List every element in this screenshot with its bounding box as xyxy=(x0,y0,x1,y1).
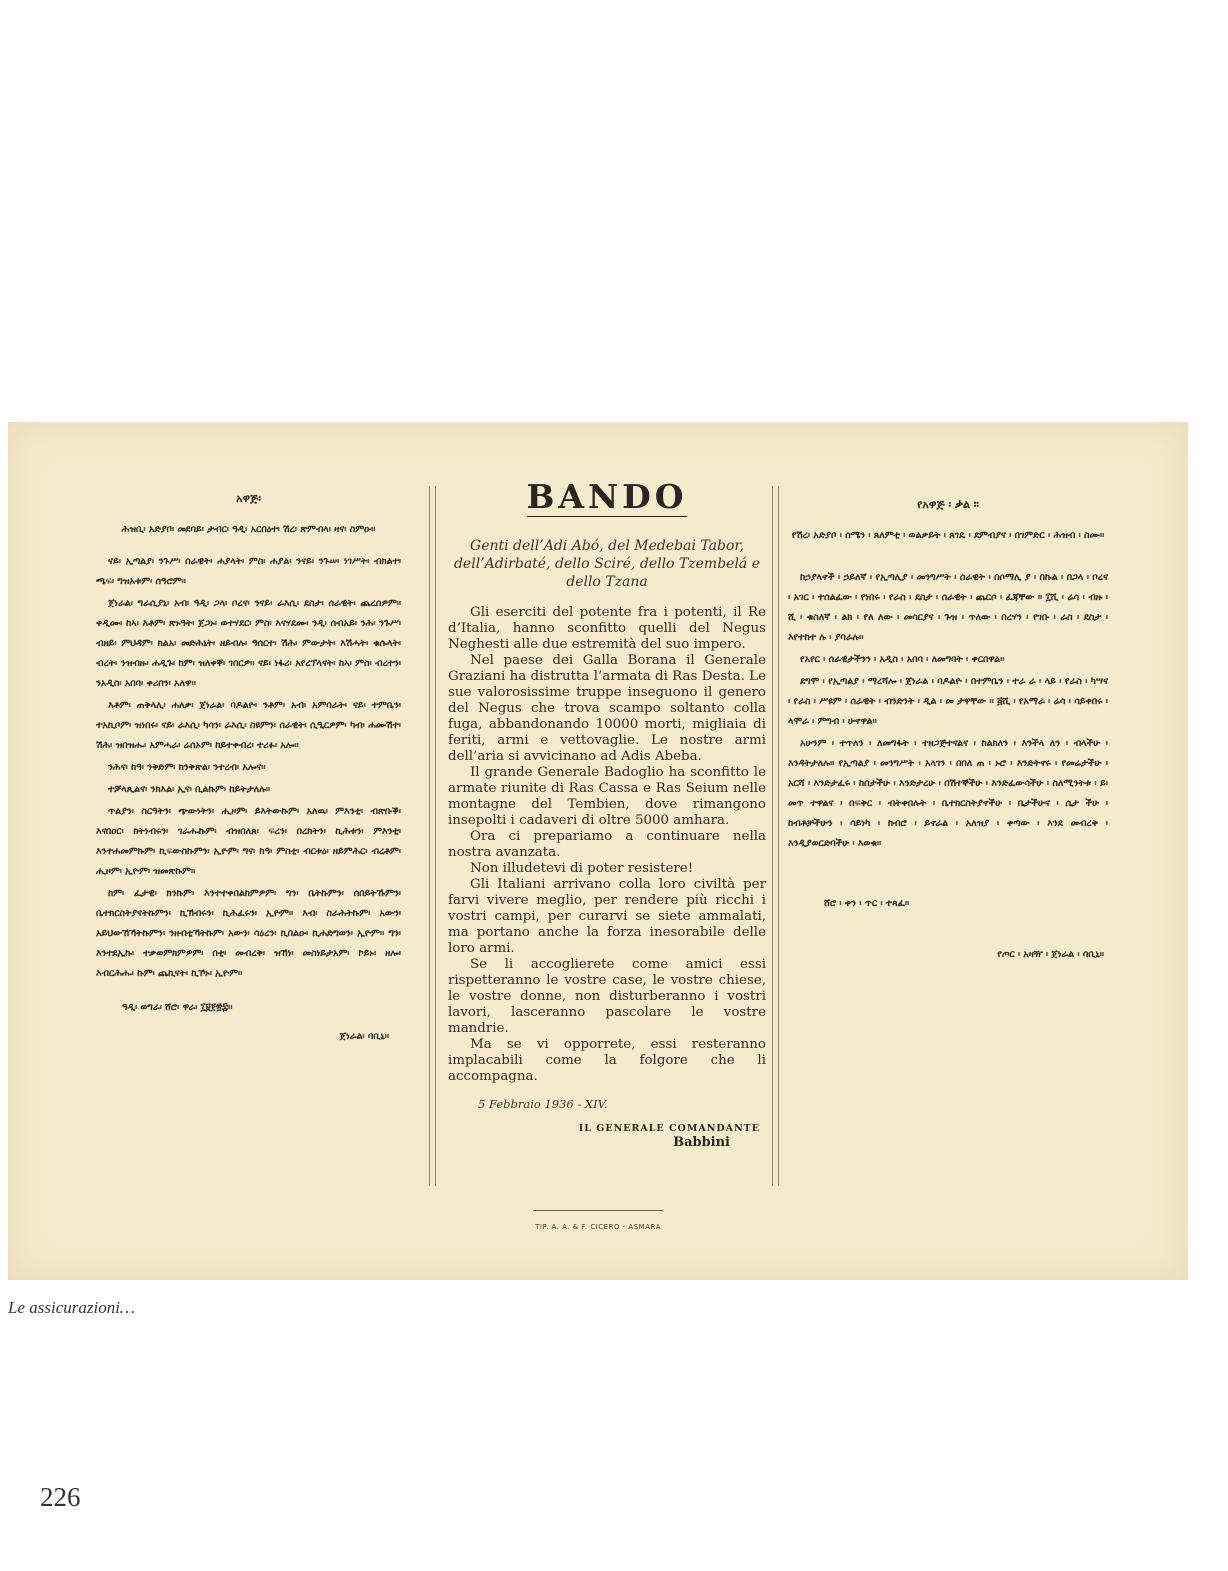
column-divider-left xyxy=(429,486,436,1186)
right-signature: የጦር ፡ አዛዥ ፡ ጀነራል ፡ ባቢኒ። xyxy=(997,949,1104,960)
bando-paragraph: Ma se vi opporrete, essi resteranno implacabili come la folgore che li accompagna. xyxy=(448,1037,766,1084)
page-number: 226 xyxy=(40,1482,81,1512)
right-paragraph: አሁንም ፡ ተጥለን ፡ ለመግፋት ፡ ተዘጋጅተናልና ፡ ከልክለን ፡ እንችላ ለን ፡ ብላችሁ ፡ እንዳትታለሉ። የኢጣልያ ፡ መንግሥት ፡ አላገን ፡ በበለ ጠ ፡ ኑሮ ፡ እንድትኖሩ ፡ የመሬታችሁ ፡ አርሻ ፡ እንድታፈሩ ፡ ከበታችሁ ፡ እንድታረሁ ፡ በሽተኞችሁ ፡ እንድፈውሳችሁ ፡ ስለሚንትቱ ፡ ይ፡ መጥ ተዋልና ፡ በፍቅር ፡ ብትቀበሉት ፡ ቤተክርስትያኖችሁ ፡ ቤታችሁና ፡ ሴታ ችሁ ፡ ከብቶቻችሁን ፡ ሳይነካ ፡ ከብሮ ፡ ይኖራል ፡ አለዝያ ፡ ቀጣው ፡ እንደ መብረቅ ፡ እንዲያወርድባችሁ ፡ እወቁ። xyxy=(788,738,1108,849)
left-paragraph: ናይ፡ ኢጣልያ፡ ንጉሥ፡ ሰራዊት፡ ሐያላት፡ ምስ፡ ሐያል፡ ንናይ፡ ንጉሠ፡ ነገሥት፡ ብክልተ፡ ጫፍ፡ ግዝአቱም፡ ሰዓሮም። xyxy=(96,556,401,587)
column-divider-right xyxy=(772,486,779,1186)
left-paragraph: ከም፡ ፈታዊ፡ ክንኩም፡ እንተተቀበልክምዎም፡ ግን፡ ቤትኩምን፡ ሰበይትኹምን፡ ቤተክርስትያናትኩምን፡ ኪኽብሩን፡ ኪሕፈሩን፡ ኢዮም። እብ፡ ስራሕትኩም፡ አውን፡ አይህውኸኻትኩምን፡ ንዘብቲኻትኩም፡ አውን፡ ሳዕረን፡ ኪበልዑ፡ ኪሐድግወን፡ ኢዮም። ግን፡ እንተደኢኩ፡ ተቃወምክምዎም፡ በቲ፡ መብረቅ፡ ዝኸነ፡ መስነይታአም፡ ኮይኑ፡ ዘሎ፡ እብርሕሑ፡ ኩም፡ ጨኪናት፡ ኪኾኑ፡ ኢዮም። xyxy=(96,888,401,979)
bando-paragraph: Nel paese dei Galla Borana il Generale Graziani ha distrutta l’armata di Ras Desta. Le sue valorosissime truppe inseguono il genero del Negus che trova scampo soltanto colla fuga, abbandonando 10000 morti, migliaia di feriti, armi e vettovaglie. Le nostre armi dell’aria si avvicinano ad Adis Abeba. xyxy=(448,653,766,764)
printer-imprint xyxy=(8,1210,1188,1233)
title-underline xyxy=(527,516,687,517)
bando-poster xyxy=(8,422,1188,1280)
right-date: ሸሮ ፡ ቀን ፡ ጥር ፡ ተጻፈ። xyxy=(824,898,910,909)
bando-paragraph: Il grande Generale Badoglio ha sconfitto le armate riunite di Ras Cassa e Ras Seium nelle montagne del Tembien, dove rimangono insepolti i cadaveri di oltre 5000 amhara. xyxy=(448,765,766,828)
right-paragraph: የአየር ፡ ሰራዊታችንን ፡ አዲስ ፡ አበባ ፡ ለመግባት ፡ ቀርበዋል። xyxy=(800,654,1005,665)
right-paragraph: ደግሞ ፡ የኢጣልያ ፡ ማረሻሎ ፡ ጀነራል ፡ ባዶልዮ ፡ በተምቤን ፡ ተራ ራ ፡ ላይ ፡ የራስ ፡ ካሣና ፡ የራስ ፡ ሥዩም ፡ ሰራዊት ፡ ብንድንት ፡ ዲል ፡ መ ታዋቸው ። ፭ሺ ፡ የአማራ ፡ ሬሳ ፡ ሳይቀበሩ ፡ ላሞራ ፡ ምግብ ፡ ሁኖዋል። xyxy=(788,676,1108,727)
left-address: ሕዝቢ፡ አድያቦ፡ መደባይ፡ ታብር፡ ዓዲ፡ አርበዕተ፡ ሽረ፡ ጽምብላ፡ ዛና፡ ስምዑ። xyxy=(121,524,376,535)
printer-text: TIP. A. A. & F. CICERO - ASMARA xyxy=(535,1223,661,1231)
left-paragraph: ጀነራል፡ ግራሲያኒ፡ አብ፡ ዓዲ፡ ጋላ፡ ቦረና፡ ንናይ፡ ራእሲ፡ ደስታ፡ ሰራዊት፡ ጨረሰዎም። ቀዲሙ፡ ከኣ፡ እቶም፡ ጽኑዓት፡ ጀጋኑ፡ ወተሃደር፡ ምስ፡ እናሃደሙ፡ ንዲ፡ ሰብአይ፡ ንሕ፡ ንጉሥ፡ ብዘይ፡ ምህዳም፡ ክልአ፡ መድሕኒት፡ ዘይብሉ፡ ዓሰርተ፡ ሽሕ፡ ምውታት፡ እሽሓት፡ ቁሱላት፡ብረት፡ ንዝብዙ፡ ሐዲጉ፡ ከም፡ ዝለቀቐ፡ ገበርዎ። ናይ፡ ነፋሪ፡ አየረፕላናት፡ ከኣ፡ ምስ፡ ብረተን፡ ንአዲስ፡ አበባ፡ ቀሪበን፡ አለዋ። xyxy=(96,598,401,689)
bando-paragraph: Gli eserciti del potente fra i potenti, il Re d’Italia, hanno sconfitto quelli del Negus Neghesti alle due estremità del suo impero. xyxy=(448,605,766,652)
left-paragraph: ንሕና፡ ከዓ፡ ንቅድም፡ ክንቅጽል፡ ንተረብ፡ አሎና። xyxy=(108,762,266,773)
bando-paragraph: Gli Italiani arrivano colla loro civiltà per farvi vivere meglio, per rendere più ricchi i vostri campi, per curarvi se siete ammalati, ma portano anche la forza inesorabile delle loro armi. xyxy=(448,877,766,956)
figure-caption: Le assicurazioni… xyxy=(8,1298,136,1317)
right-address: የሽረ፡ አድያቦ ፡ ሰሜን ፡ ጸለምቲ ፡ ወልቃይት ፡ ጸገዴ ፡ ደምብያና ፡ በገምድር ፡ ሕዝብ ፡ ስሙ። xyxy=(791,530,1105,541)
amharic-proclamation-right xyxy=(788,498,1108,969)
bando-signature: Babbini xyxy=(673,1135,730,1150)
left-date: ዓዲ፡ ወግራ፡ ሸሮ፡ ዋራ፡ ፲፱፻፳፰። xyxy=(122,1002,233,1013)
bando-paragraph: Se li accoglierete come amici essi rispetteranno le vostre case, le vostre chiese, le vostre donne, non disturberanno i vostri lavori, lasceranno pascolare le vostre mandrie. xyxy=(448,957,766,1036)
italian-proclamation xyxy=(448,477,766,1150)
right-paragraph: ከኃያላኖች ፡ ኃይለኛ ፡ የኢጣሊያ ፡ መንግሥት ፡ ሰራዊት ፡ በሶማሊ ያ ፡ በኩል ፡ በጋላ ፡ ቦረና ፡ አገር ፡ ተሰልፈው ፡ የነበሩ ፡ የራስ ፡ ደስታ ፡ ሰራዊት ፡ ጨርሶ ፡ ፈጃቸው ። ፲ሺ ፡ ሬሳ ፡ ብዙ ፡ ሺ ፡ ቁስለኛ ፡ ልክ ፡ የለ ለው ፡ መሳርያና ፡ ጉዝ ፡ ጥለው ፡ በረሃን ፡ የገቡ ፡ ራስ ፡ ደስታ ፡ እየተከተ ሉ ፡ ያባራሉ። xyxy=(788,572,1108,643)
bando-date: 5 Febbraio 1936 - XIV. xyxy=(478,1097,608,1111)
bando-subtitle: Genti dell’Adi Abó, del Medebai Tabor, dell’Adirbaté, dello Sciré, dello Tzembelá e dello Tzana xyxy=(453,538,761,590)
left-paragraph: ጥልያን፡ ስርዓትን፡ ጭውነትን፡ ሒዞም፡ ይእትውኩም፡ አለዉ፡ ምእንቲ፡ ብጽቡቕ፡ እናበዐር፡ ክትነብሩን፡ ገራሑኩም፡ ብዝበለጸ፡ ፍረን፡ በረክትን፡ ኪሕቱን፡ ምእንቲ፡ እንተሐመምኩም፡ ኪፍውስኩምን፡ ኢዮም፡ ግና፡ ከዓ፡ ምስቲ፡ ብርቱዕ፡ ዘይምሕር፡ ብረቶም፡ ሒዞም፡ ኢዮም፡ ዝመጽኩም። xyxy=(96,806,401,877)
bando-paragraph: Non illudetevi di poter resistere! xyxy=(470,861,694,876)
right-title: የአዋጅ ፡ ቃል ። xyxy=(917,498,979,511)
bando-title: BANDO xyxy=(526,477,688,516)
left-signature: ጀነራል፡ ባቢኒ። xyxy=(339,1031,389,1042)
left-paragraph: ተቓላጺልና፡ ንክእል፡ ኢና፡ ቢልኩም፡ ከይትታለሉ። xyxy=(108,784,271,795)
comandante-title: IL GENERALE COMANDANTE xyxy=(578,1123,760,1134)
left-title: አዋጅ፡ xyxy=(236,492,261,505)
amharic-proclamation-left xyxy=(96,492,401,1051)
left-paragraph: እቶም፡ ጠቅላሊ፡ ሐለቃ፡ ጀነራል፡ ባዶልዮ፡ ንቶም፡ አብ፡ አምባራት፡ ናይ፡ ተምቤን፡ ተአኪቦም፡ ዝነበሩ፡ ናይ፡ ራእሲ፡ ካሳን፡ ራእሲ፡ ስዩምን፡ ሰራዊት፡ ሲዒርዎም፡ ካብ፡ ሐሙሽተ፡ ሽሕ፡ ዝበዝሑ፡ አምሓራ፡ ሬሰኦም፡ ከይተቀብረ፡ ተሪፉ፡ አሎ። xyxy=(96,700,401,751)
imprint-rule xyxy=(533,1210,663,1211)
bando-paragraph: Ora ci prepariamo a continuare nella nostra avanzata. xyxy=(448,829,766,860)
